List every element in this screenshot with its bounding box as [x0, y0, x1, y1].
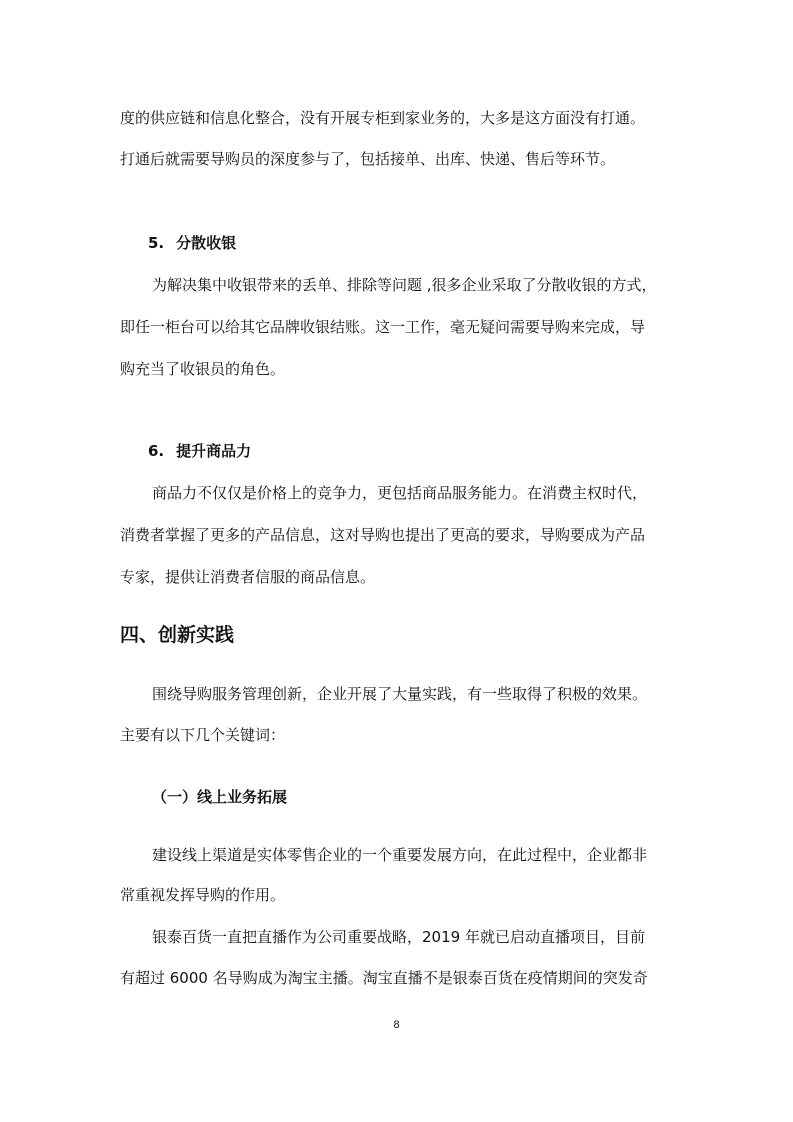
- paragraph-line: 购充当了收银员的角色。: [120, 360, 286, 378]
- page-number: 8: [393, 1019, 400, 1031]
- item-title: 分散收银: [176, 234, 237, 252]
- paragraph-line: 打通后就需要导购员的深度参与了，包括接单、出库、快递、售后等环节。: [120, 150, 616, 168]
- paragraph-line: 为解决集中收银带来的丢单、排除等问题 ,很多企业采取了分散收银的方式，: [152, 276, 657, 294]
- paragraph-line: 主要有以下几个关键词：: [120, 726, 286, 744]
- paragraph-line: 度的供应链和信息化整合，没有开展专柜到家业务的，大多是这方面没有打通。: [120, 109, 646, 127]
- section-heading: 四、创新实践: [120, 624, 235, 646]
- paragraph-line: 建设线上渠道是实体零售企业的一个重要发展方向，在此过程中，企业都非: [152, 846, 648, 864]
- paragraph-line: 即任一柜台可以给其它品牌收银结账。这一工作，毫无疑问需要导购来完成，导: [120, 318, 646, 336]
- subsection-heading: （一）线上业务拓展: [152, 788, 288, 806]
- item-heading-5: [148, 233, 236, 253]
- paragraph-line: 有超过 6000 名导购成为淘宝主播。淘宝直播不是银泰百货在疫情期间的突发奇: [120, 969, 648, 987]
- paragraph-line: 专家，提供让消费者信服的商品信息。: [120, 568, 376, 586]
- item-number: 5.: [148, 234, 165, 252]
- paragraph-line: 常重视发挥导购的作用。: [120, 886, 286, 904]
- item-title: 提升商品力: [176, 442, 252, 460]
- item-number: 6.: [148, 442, 165, 460]
- paragraph-line: 银泰百货一直把直播作为公司重要战略，2019 年就已启动直播项目，目前: [152, 928, 645, 946]
- paragraph-line: 商品力不仅仅是价格上的竞争力，更包括商品服务能力。在消费主权时代，: [152, 484, 648, 502]
- item-heading-6: [148, 441, 251, 461]
- paragraph-line: 围绕导购服务管理创新，企业开展了大量实践，有一些取得了积极的效果。: [152, 685, 648, 703]
- paragraph-line: 消费者掌握了更多的产品信息，这对导购也提出了更高的要求，导购要成为产品: [120, 526, 646, 544]
